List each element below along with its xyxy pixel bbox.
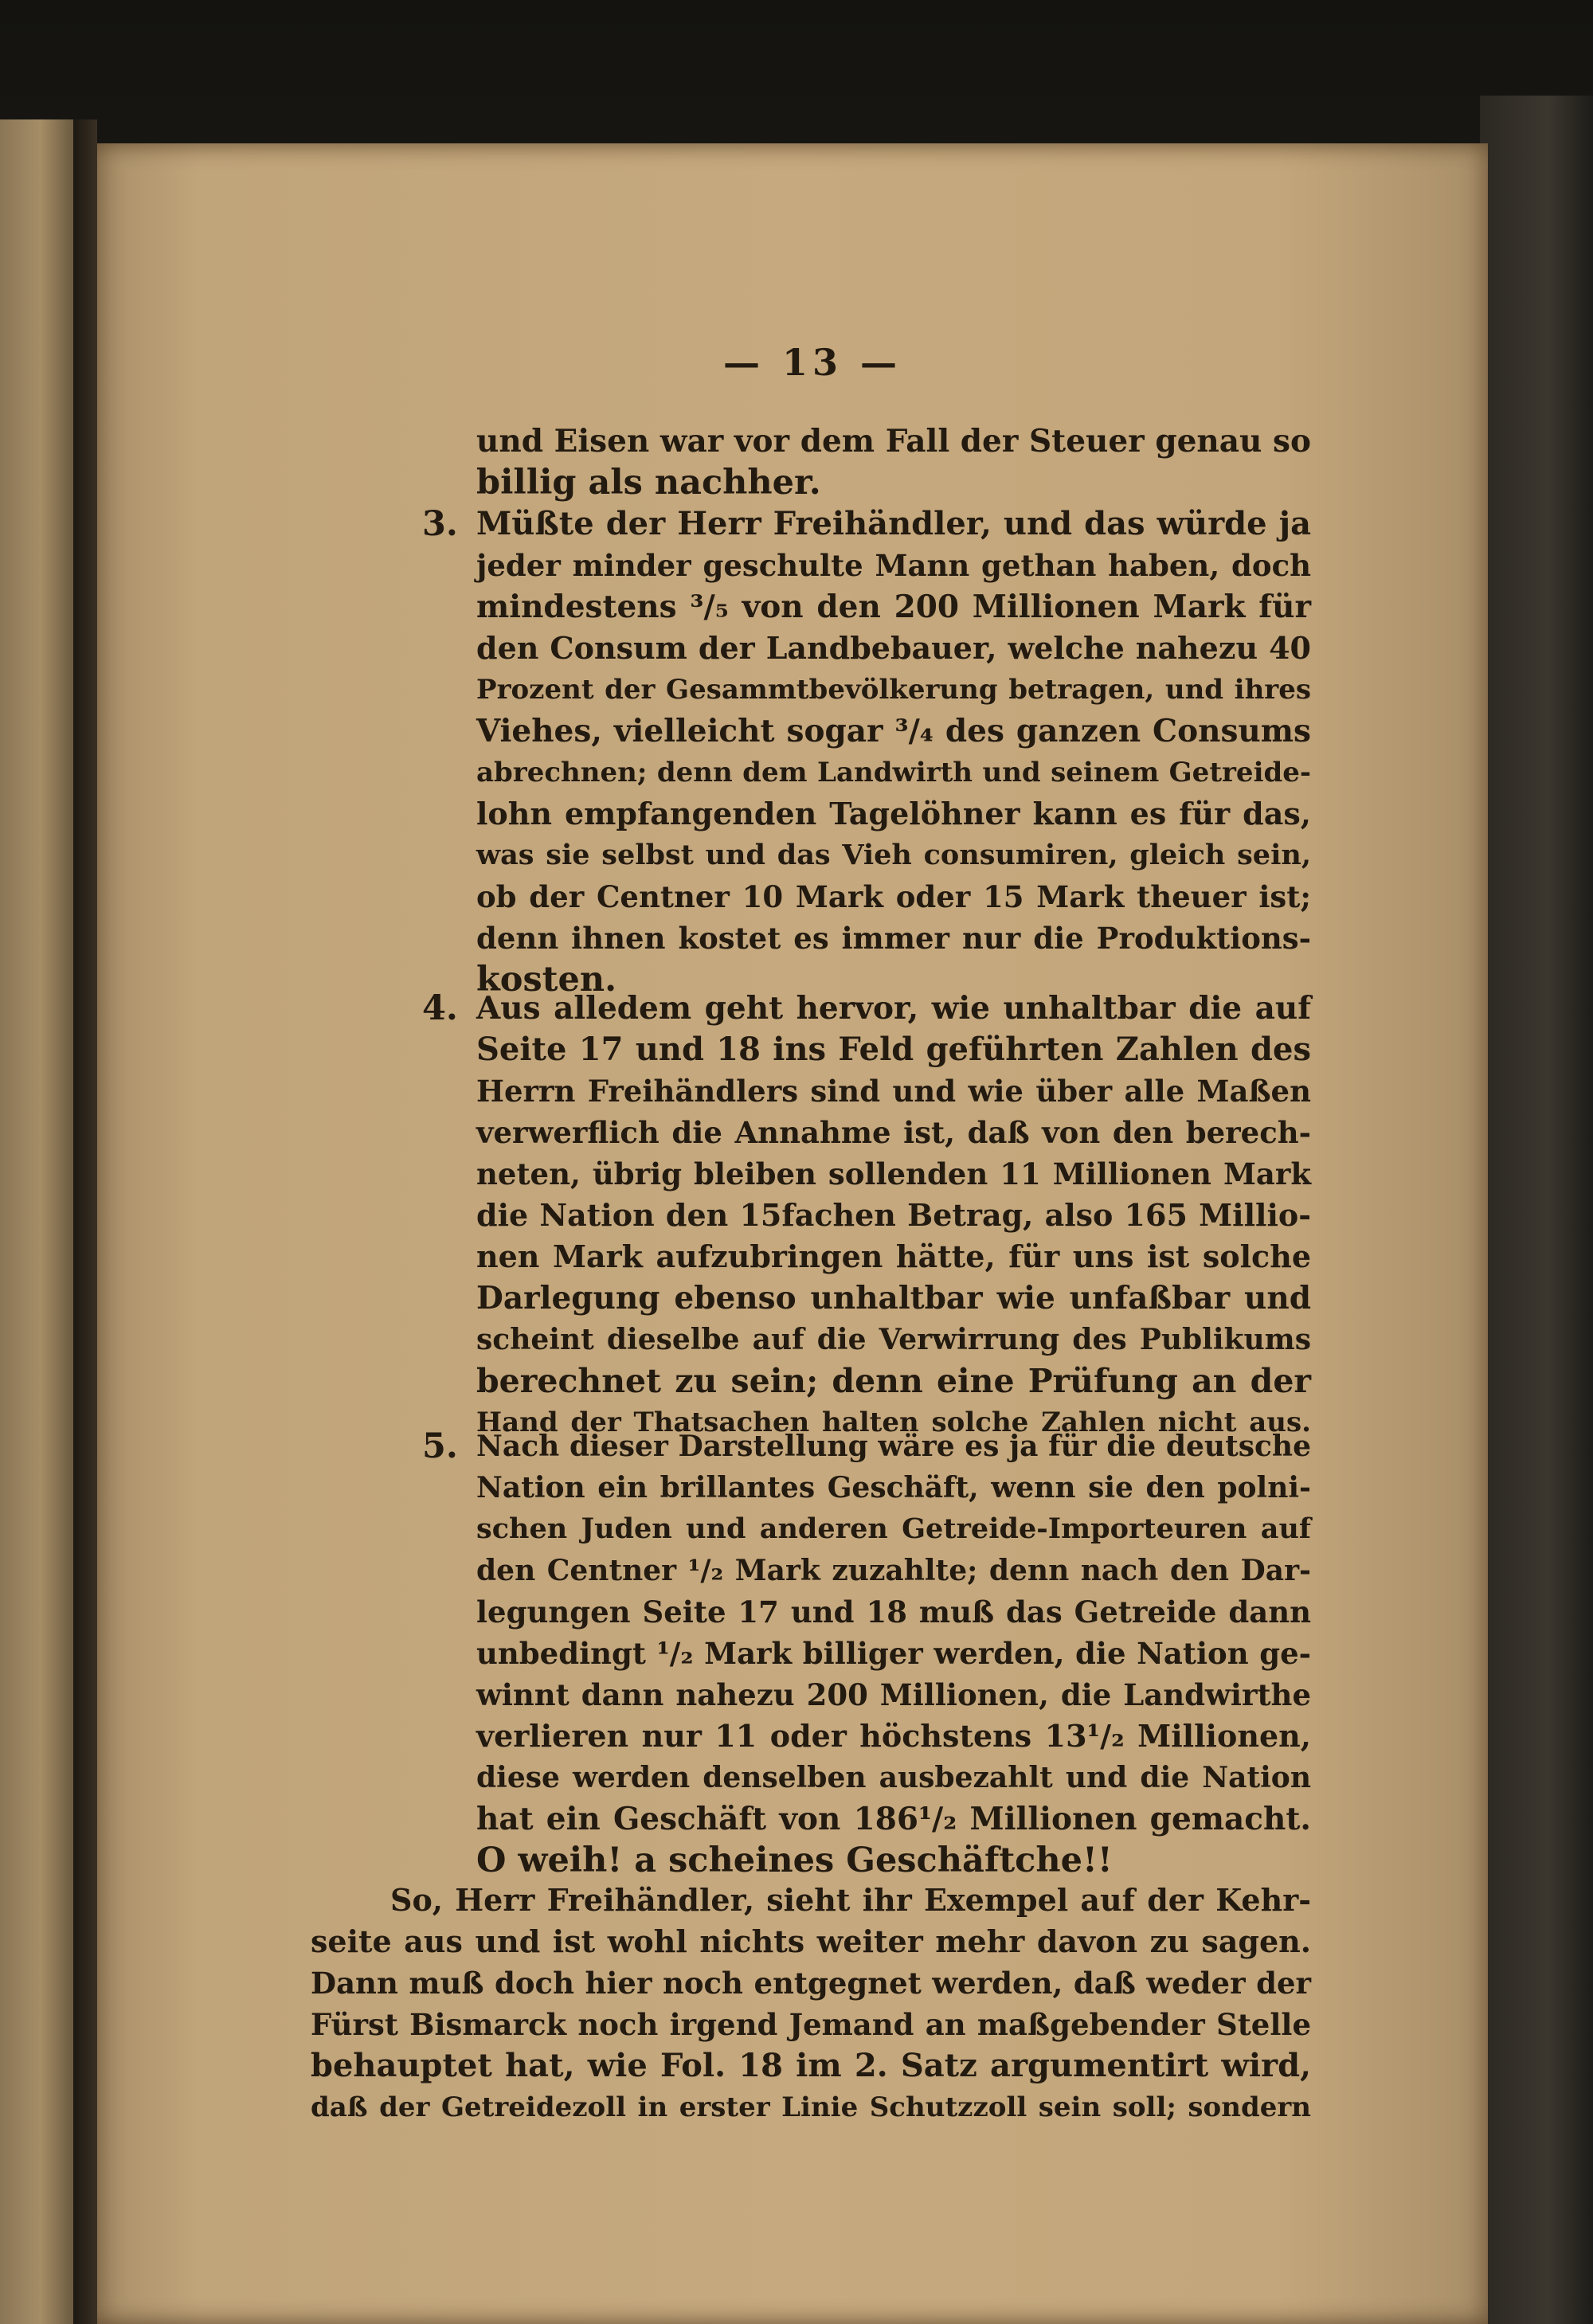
item-number: 4.: [422, 988, 458, 1028]
text-line: denn ihnen kostet es immer nur die Produktions-: [476, 921, 1311, 956]
text-line: legungen Seite 17 und 18 muß das Getreide dann: [476, 1594, 1311, 1630]
text-line: den Centner ¹/₂ Mark zuzahlte; denn nach den Dar-: [476, 1554, 1311, 1587]
text-line: mindestens ³/₅ von den 200 Millionen Mark für: [476, 589, 1311, 625]
text-line: billig als nachher.: [476, 463, 821, 503]
text-line: die Nation den 15fachen Betrag, also 165 Millio-: [476, 1197, 1311, 1233]
text-line: den Consum der Landbebauer, welche nahezu 40: [476, 630, 1311, 666]
text-line: diese werden denselben ausbezahlt und die Nation: [476, 1761, 1311, 1794]
text-line: So, Herr Freihändler, sieht ihr Exempel auf der Kehr-: [390, 1882, 1311, 1918]
text-line: Nation ein brillantes Geschäft, wenn sie den polni-: [476, 1471, 1311, 1504]
text-line: jeder minder geschulte Mann gethan haben, doch: [476, 548, 1311, 583]
text-line: neten, übrig bleiben sollenden 11 Millionen Mark: [476, 1156, 1311, 1191]
text-line: Hand der Thatsachen halten solche Zahlen nicht aus.: [476, 1407, 1311, 1438]
text-line: unbedingt ¹/₂ Mark billiger werden, die Nation ge-: [476, 1636, 1311, 1671]
text-line: abrechnen; denn dem Landwirth und seinem Getreide-: [476, 757, 1311, 788]
text-line: verlieren nur 11 oder höchstens 13¹/₂ Millionen,: [476, 1718, 1311, 1754]
text-line: seite aus und ist wohl nichts weiter mehr davon zu sagen.: [311, 1923, 1311, 1959]
text-line: berechnet zu sein; denn eine Prüfung an der: [476, 1362, 1311, 1400]
text-line: scheint dieselbe auf die Verwirrung des Publikums: [476, 1323, 1311, 1356]
item-number: 5.: [422, 1426, 458, 1466]
text-line: Prozent der Gesammtbevölkerung betragen, und ihres: [476, 674, 1311, 706]
text-line: und Eisen war vor dem Fall der Steuer genau so: [476, 423, 1311, 460]
text-line: was sie selbst und das Vieh consumiren, gleich sein,: [476, 839, 1311, 871]
text-line: ob der Centner 10 Mark oder 15 Mark theuer ist;: [476, 879, 1311, 914]
text-line: Seite 17 und 18 ins Feld geführten Zahlen des: [476, 1031, 1311, 1068]
text-line: lohn empfangenden Tagelöhner kann es für das,: [476, 796, 1311, 831]
text-line: Aus alledem geht hervor, wie unhaltbar die auf: [476, 990, 1311, 1027]
text-line: O weih! a scheines Geschäftche!!: [476, 1841, 1113, 1880]
text-line: hat ein Geschäft von 186¹/₂ Millionen gemacht.: [476, 1801, 1311, 1837]
text-line: Darlegung ebenso unhaltbar wie unfaßbar und: [476, 1280, 1311, 1317]
text-line: Viehes, vielleicht sogar ³/₄ des ganzen Consums: [476, 713, 1311, 749]
text-line: behauptet hat, wie Fol. 18 im 2. Satz argumentirt wird,: [311, 2047, 1311, 2084]
text-line: nen Mark aufzubringen hätte, für uns ist solche: [476, 1238, 1311, 1274]
text-line: winnt dann nahezu 200 Millionen, die Landwirthe: [476, 1677, 1311, 1712]
text-line: daß der Getreidezoll in erster Linie Schutzzoll sein soll; sondern: [311, 2091, 1311, 2123]
text-line: Herrn Freihändlers sind und wie über alle Maßen: [476, 1074, 1311, 1109]
text-line: Dann muß doch hier noch entgegnet werden, daß weder der: [311, 1966, 1311, 2001]
text-line: Fürst Bismarck noch irgend Jemand an maßgebender Stelle: [311, 2007, 1311, 2042]
item-number: 3.: [422, 504, 458, 544]
text-line: kosten.: [476, 960, 617, 1000]
page-number: — 13 —: [722, 341, 902, 384]
text-line: Müßte der Herr Freihändler, und das würde ja: [476, 505, 1311, 542]
text-line: schen Juden und anderen Getreide-Importeuren auf: [476, 1512, 1311, 1545]
text-line: verwerflich die Annahme ist, daß von den berech-: [476, 1115, 1311, 1150]
text-line: Nach dieser Darstellung wäre es ja für die deutsche: [476, 1430, 1311, 1463]
